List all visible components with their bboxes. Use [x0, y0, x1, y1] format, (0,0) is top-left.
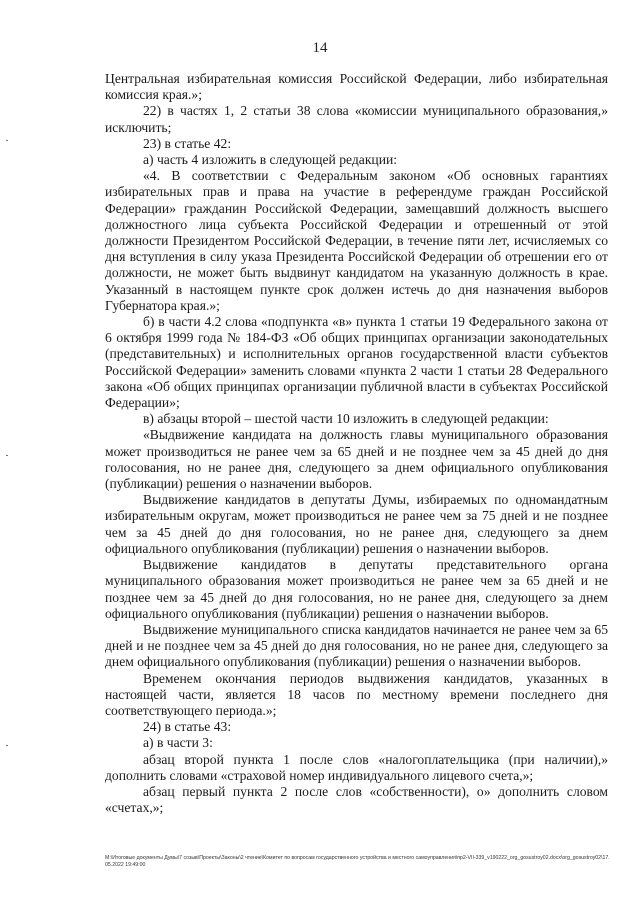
paragraph: Центральная избирательная комиссия Российской Федерации, либо избирательная комиссия края.»; — [105, 71, 608, 103]
paragraph: Выдвижение кандидатов в депутаты представительного органа муниципального образования может производиться не ранее чем за 65 дней и не позднее чем за 45 дней до дня голосования, но не ранее дня, следующего за днем официального опубликования (публикации) решения о назначении выборов. — [105, 557, 608, 621]
paragraph: абзац второй пункта 1 после слов «налогоплательщика (при наличии),» дополнить словами «страховой номер индивидуального лицевого счета,»; — [105, 751, 608, 783]
paragraph: «4. В соответствии с Федеральным законом «Об основных гарантиях избирательных прав и права на участие в референдуме граждан Российской Федерации» гражданин Российской Федерации, замещавший должность высшего должностного лица субъекта Российской Федерации и отрешенный от этой должности Президентом Российской Федерации, в течение пяти лет, исчисляемых со дня вступления в силу указа Президента Российской Федерации об отрешении его от должности, не может быть выдвинут кандидатом на указанную должность в крае. Указанный в настоящем пункте срок должен истечь до дня назначения выборов Губернатора края.»; — [105, 168, 608, 313]
paragraph: Временем окончания периодов выдвижения кандидатов, указанных в настоящей части, является 18 часов по местному времени последнего дня соответствующего периода.»; — [105, 670, 608, 718]
document-body — [105, 71, 608, 816]
paragraph: 23) в статье 42: — [143, 135, 232, 151]
scan-margin-mark — [6, 455, 8, 456]
paragraph: 22) в частях 1, 2 статьи 38 слова «комиссии муниципального образования,» исключить; — [105, 103, 608, 135]
paragraph: в) абзацы второй – шестой части 10 изложить в следующей редакции: — [143, 411, 549, 427]
paragraph: «Выдвижение кандидата на должность главы муниципального образования может производиться не ранее чем за 65 дней и не позднее чем за 45 дней до дня голосования, но не ранее дня, следующего за днем официального опубликования (публикации) решения о назначении выборов. — [105, 427, 608, 492]
paragraph: Выдвижение муниципального списка кандидатов начинается не ранее чем за 65 дней и не позднее чем за 45 дней до дня голосования, но не ранее дня, следующего за днем официального опубликования (публикации) решения о назначении выборов. — [105, 621, 608, 670]
paragraph: а) часть 4 изложить в следующей редакции: — [143, 152, 398, 168]
paragraph: 24) в статье 43: — [143, 719, 232, 735]
paragraph: а) в части 3: — [143, 735, 213, 751]
paragraph: б) в части 4.2 слова «подпункта «в» пункта 1 статьи 19 Федерального закона от 6 октября 1999 года № 184-ФЗ «Об общих принципах организации законодательных (представительных) и исполнительных органов государственной власти субъектов Российской Федерации» заменить словами «пункта 2 части 1 статьи 28 Федерального закона «Об общих принципах организации публичной власти в субъектах Российской Федерации»; — [105, 314, 608, 411]
page-number: 14 — [312, 40, 328, 56]
scan-margin-mark — [6, 140, 8, 141]
file-path-footer: M:\Итоговые документы Думы\7 созыв\Проекты\Законы\2 чтение\Комитет по вопросам государственного устройства и местного самоуправления\пр2-VII-339_v190222_org_gosustroy02.docx\org_gosustroy02\17.05.2022 19:49:00 — [105, 855, 610, 868]
paragraph: абзац первый пункта 2 после слов «собственности), о» дополнить словом «счетах,»; — [105, 783, 608, 816]
paragraph: Выдвижение кандидатов в депутаты Думы, избираемых по одномандатным избирательным округам, может производиться не ранее чем за 75 дней и не позднее чем за 45 дней до дня голосования, но не ранее дня, следующего за днем официального опубликования (публикации) решения о назначении выборов. — [105, 492, 608, 556]
scan-margin-mark — [6, 745, 8, 746]
